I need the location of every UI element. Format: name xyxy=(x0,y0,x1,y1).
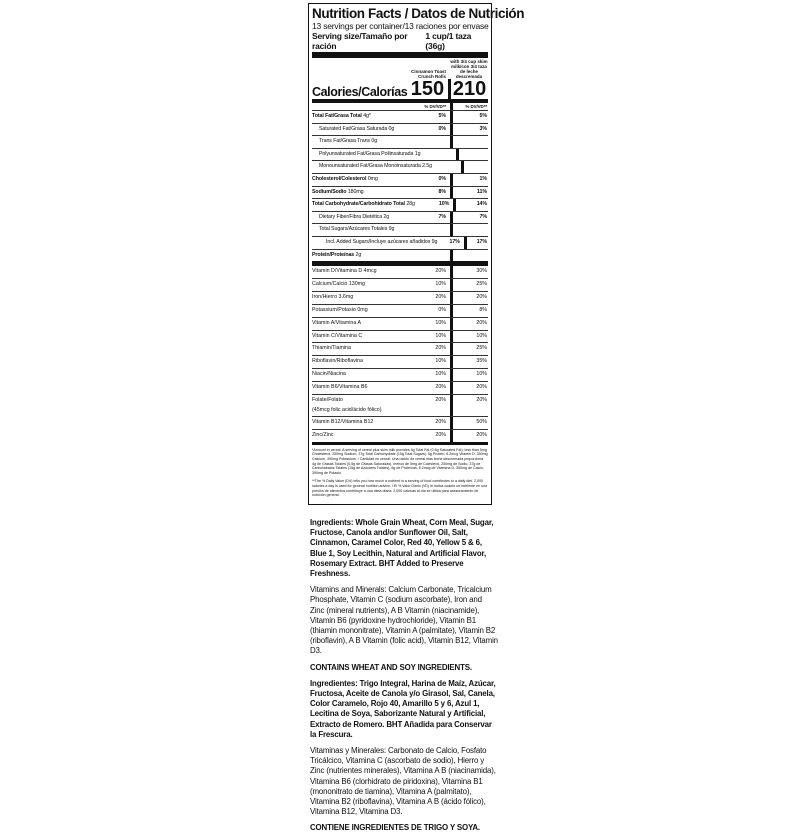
nutrient-row xyxy=(312,237,488,250)
vitamin-name: Potassium/Potasio xyxy=(312,306,356,313)
vitamin-amount: 130mg xyxy=(348,281,366,288)
nutrient-dv-cereal: 10% xyxy=(438,201,450,208)
nutrient-row xyxy=(312,250,488,267)
vitamin-dv-cereal: 10% xyxy=(435,332,446,339)
nutrient-amount: 9g xyxy=(431,238,438,245)
allergen-statement-spanish: CONTIENE INGREDIENTES DE TRIGO Y SOYA. xyxy=(310,823,480,833)
vitamin-dv-cereal: 10% xyxy=(435,358,446,365)
nutrient-amount: 2g xyxy=(383,213,390,220)
vitamin-dv-milk: 20% xyxy=(450,318,488,330)
nutrient-name: Protein/Proteínas xyxy=(312,251,355,258)
vitamin-name: Zinc/Zinc xyxy=(312,431,334,438)
serving-size-row xyxy=(312,31,488,58)
vitamin-amount: (45mcg folic acid/ácido fólico) xyxy=(312,407,382,414)
vitamin-dv-milk: 35% xyxy=(450,356,488,368)
vitamin-row xyxy=(312,292,488,305)
nutrient-dv-milk: 7% xyxy=(450,212,488,224)
nutrient-dv-cereal: 7% xyxy=(438,213,446,220)
ingredients-english: Ingredients: Whole Grain Wheat, Corn Meal, Sugar, Fructose, Canola and/or Sunflower Oil, Salt, Cinnamon, Caramel Color, Red 40, Yellow 5 & 6, Blue 1, Soy Lecithin, Natural and Artificial Flavor, Rosemary Extract. BHT Added to Preserve Freshness. xyxy=(310,518,494,579)
nutrient-dv-milk: 1% xyxy=(450,174,488,186)
nutrient-dv-milk xyxy=(450,250,488,262)
panel-title: Nutrition Facts / Datos de Nutrición xyxy=(312,6,525,21)
nutrient-row xyxy=(312,174,488,187)
nutrient-dv-cereal xyxy=(420,149,451,161)
nutrient-dv-cereal xyxy=(408,224,446,236)
vitamin-row xyxy=(312,417,488,430)
nutrient-dv-cereal: 0% xyxy=(438,125,446,132)
vitamin-row xyxy=(312,266,488,279)
vitamin-dv-cereal: 20% xyxy=(435,384,446,391)
vitamin-dv-milk: 20% xyxy=(450,395,488,416)
nutrient-amount: 2.5g xyxy=(422,163,433,170)
nutrient-dv-milk xyxy=(450,224,488,236)
vitamin-dv-cereal: 20% xyxy=(435,419,446,426)
vitamin-name: Thiamin/Tiamina xyxy=(312,345,351,352)
nutrient-amount: 0g xyxy=(371,138,378,145)
nutrient-row xyxy=(312,136,488,149)
vitamin-dv-milk: 20% xyxy=(450,430,488,442)
nutrient-dv-milk: 11% xyxy=(450,187,488,199)
nutrition-facts-panel xyxy=(308,3,525,505)
vitamin-row xyxy=(312,369,488,382)
nutrient-row xyxy=(312,124,488,137)
vitamin-dv-cereal: 20% xyxy=(435,345,446,352)
calories-row xyxy=(312,79,488,103)
vitamin-dv-milk: 10% xyxy=(450,331,488,343)
vitamin-name: Vitamin A/Vitamina A xyxy=(312,319,361,326)
vitamin-name: Vitamin C/Vitamina C xyxy=(312,332,363,339)
vitamin-dv-milk: 25% xyxy=(450,343,488,355)
calories-cereal: 150 xyxy=(410,78,445,100)
nutrient-dv-milk xyxy=(461,161,488,173)
nutrient-list xyxy=(312,111,488,266)
vitamin-name: Vitamin D/Vitamina D xyxy=(312,268,363,275)
vitamin-row xyxy=(312,395,488,417)
nutrient-dv-milk xyxy=(450,136,488,148)
vitamin-dv-milk: 25% xyxy=(450,279,488,291)
nutrient-dv-cereal: 5% xyxy=(438,113,446,119)
nutrient-dv-cereal xyxy=(408,136,446,148)
vitamin-row xyxy=(312,279,488,292)
nutrient-row xyxy=(312,199,488,212)
vitamin-name: Calcium/Calcio xyxy=(312,281,348,288)
nutrient-name: Sodium/Sodio xyxy=(312,188,347,195)
nutrient-name: Trans Fat/Grasa Trans xyxy=(319,138,370,145)
vitamin-dv-cereal: 10% xyxy=(435,319,446,326)
calories-with-milk: 210 xyxy=(448,79,488,99)
nutrient-amount: 2g xyxy=(355,251,362,258)
vitamin-row xyxy=(312,318,488,331)
ingredients-spanish: Ingredientes: Trigo Integral, Harina de Maíz, Azúcar, Fructosa, Aceite de Canola y/o Girasol, Sal, Canela, Color Caramelo, Rojo 40, Amarillo 5 y 6, Azul 1, Lecitina de Soya, Saborizante Natural y Artificial, Extracto de Romero. BHT Añadida para Conservar la Frescura. xyxy=(310,678,496,739)
vitamin-dv-milk: 20% xyxy=(450,382,488,394)
vitamins-minerals-english: Vitamins and Minerals: Calcium Carbonate, Tricalcium Phosphate, Vitamin C (sodium ascorbate), Iron and Zinc (mineral nutrients), A B Vitamin (niacinamide), Vitamin B6 (pyridoxine hydrochloride), Vitamin B1 (thiamin mononitrate), Vitamin A (palmitate), Vitamin B2 (riboflavin), A B Vitamin (folic acid), Vitamin B12, Vitamin D3. xyxy=(310,585,498,656)
footnote-serving-with-milk: *Amount in cereal. A serving of cereal plus skim milk provides 4g Total Fat (0.5g Saturated Fat), less than 5mg Cholesterol, 250mg Sodium, 37g Total Carbohydrate (15g Total Sugars), 6g Protein, 6.2mcg Vitamin D, 350mg Calcium, 390mg Potassium. / Cantidad en cereal. Una ración de cereal más leche descremada proporciona 4g de Grasas Totales (0.5g de Grasas Saturadas), menos de 5mg de Colesterol, 250mg de Sodio, 37g de Carbohidratos Totales (15g de Azúcares Totales), 6g de Proteínas, 6.2mcg de Vitamina D, 350mg de Calcio, 390mg de Potasio. xyxy=(312,447,488,475)
servings-per-container: 13 servings per container/13 raciones por envase xyxy=(312,21,489,31)
vitamin-dv-cereal: 10% xyxy=(435,281,446,288)
vitamin-amount: 4mcg xyxy=(363,268,377,275)
vitamin-row xyxy=(312,343,488,356)
nutrient-name: Dietary Fiber/Fibra Dietética xyxy=(319,213,383,220)
nutrient-amount: 0mg xyxy=(367,175,378,182)
serving-size-value: 1 cup/1 taza (36g) xyxy=(425,31,472,51)
nutrient-dv-cereal xyxy=(432,161,457,173)
vitamin-row xyxy=(312,382,488,395)
nutrient-name: Saturated Fat/Grasa Saturada xyxy=(319,125,388,132)
vitamins-minerals-spanish: Vitaminas y Minerales: Carbonato de Calcio, Fosfato Tricálcico, Vitamina C (ascorbato de sodio), Hierro y Zinc (nutrientes minerales), Vitamina A B (niacinamida), Vitamina B6 (clorhidrato de piridoxina), Vitamina B1 (mononitrato de tiamina), Vitamina A (palmitato), Vitamina B2 (riboflavina), Vitamina A B (ácido fólico), Vitamina B12, Vitamina D3. xyxy=(310,746,496,817)
allergen-statement-english: CONTAINS WHEAT AND SOY INGREDIENTS. xyxy=(310,662,472,672)
nutrient-amount: 1g xyxy=(414,150,421,157)
nutrient-amount: 9g xyxy=(388,226,395,233)
vitamin-amount: 0mg xyxy=(357,306,368,313)
nutrient-dv-cereal: 8% xyxy=(438,188,446,195)
nutrient-row xyxy=(312,212,488,225)
dv-header-milk: % DV/VD** xyxy=(450,103,488,110)
nutrient-amount: 28g xyxy=(406,201,415,208)
vitamin-row xyxy=(312,430,488,445)
vitamin-amount: 3.6mg xyxy=(338,293,354,300)
vitamin-dv-cereal: 20% xyxy=(435,397,446,404)
vitamin-name: Iron/Hierro xyxy=(312,293,338,300)
vitamin-dv-milk: 50% xyxy=(450,417,488,429)
column-milk-header: with 3/4 cup skim milk/con 3/4 taza de leche descremada xyxy=(450,59,488,79)
nutrient-name: Incl. Added Sugars/Incluye azúcares añadidos xyxy=(326,238,431,245)
nutrient-row xyxy=(312,224,488,237)
dv-header-cereal: % DV/VD** xyxy=(424,104,446,109)
vitamin-dv-milk: 10% xyxy=(450,369,488,381)
nutrient-dv-milk: 5% xyxy=(450,111,488,123)
column-headers xyxy=(312,59,488,79)
nutrient-name: Total Fat/Grasa Total xyxy=(312,113,362,119)
nutrient-dv-cereal: 0% xyxy=(438,175,446,182)
nutrient-row xyxy=(312,187,488,200)
nutrient-amount: 0g xyxy=(388,125,395,132)
vitamin-dv-milk: 8% xyxy=(450,305,488,317)
vitamin-name: Folate/Folato xyxy=(312,397,343,404)
column-cereal-header: Cinnamon Toast Crunch Rolls xyxy=(411,69,446,79)
nutrient-name: Cholesterol/Colesterol xyxy=(312,175,367,182)
nutrient-dv-cereal xyxy=(408,250,446,262)
vitamin-name: Vitamin B12/Vitamina B12 xyxy=(312,419,374,426)
vitamin-name: Niacin/Niacina xyxy=(312,371,346,378)
footnote-daily-value: **The % Daily Value (DV) tells you how much a nutrient in a serving of food contributes to a daily diet. 2,000 calories a day is used for general nutrition advice. / El % Valor Diario (VD) le indica cuánto un nutriente en una porción de alimentos contribuye a una dieta diaria. 2,000 calorías al día se utiliza para asesoramiento de nutrición general. xyxy=(312,479,488,498)
vitamin-dv-milk: 30% xyxy=(450,266,488,278)
nutrient-amount: 4g* xyxy=(363,113,371,119)
vitamin-dv-cereal: 20% xyxy=(435,268,446,275)
nutrient-row xyxy=(312,149,488,162)
ingredients-section xyxy=(310,518,498,840)
nutrient-dv-milk: 14% xyxy=(453,199,488,211)
vitamin-dv-cereal: 0% xyxy=(438,306,446,313)
vitamin-dv-cereal: 20% xyxy=(435,431,446,438)
vitamin-row xyxy=(312,356,488,369)
nutrient-name: Polyunsaturated Fat/Grasa Poliinsaturada xyxy=(319,150,414,157)
vitamin-row xyxy=(312,305,488,318)
nutrient-name: Total Carbohydrate/Carbohidrato Total xyxy=(312,201,405,208)
serving-size-label: Serving size/Tamaño por ración xyxy=(312,31,408,51)
daily-value-header xyxy=(312,103,488,111)
vitamin-list xyxy=(312,266,488,445)
footnotes xyxy=(312,445,488,498)
vitamin-dv-milk: 20% xyxy=(450,292,488,304)
vitamin-dv-cereal: 20% xyxy=(435,293,446,300)
nutrient-dv-cereal: 17% xyxy=(449,238,460,245)
nutrient-name: Monounsaturated Fat/Grasa Monoinsaturada xyxy=(319,163,421,170)
nutrient-amount: 180mg xyxy=(347,188,364,195)
nutrient-dv-milk: 3% xyxy=(450,124,488,136)
vitamin-dv-cereal: 10% xyxy=(435,371,446,378)
calories-label: Calories/Calorías xyxy=(312,85,408,99)
nutrient-dv-milk xyxy=(456,149,488,161)
vitamin-row xyxy=(312,331,488,344)
nutrient-dv-milk: 17% xyxy=(464,237,488,249)
nutrient-name: Total Sugars/Azúcares Totales xyxy=(319,226,388,233)
nutrient-row xyxy=(312,111,488,124)
nutrient-row xyxy=(312,161,488,174)
vitamin-name: Vitamin B6/Vitamina B6 xyxy=(312,384,368,391)
vitamin-name: Riboflavin/Riboflavina xyxy=(312,358,363,365)
